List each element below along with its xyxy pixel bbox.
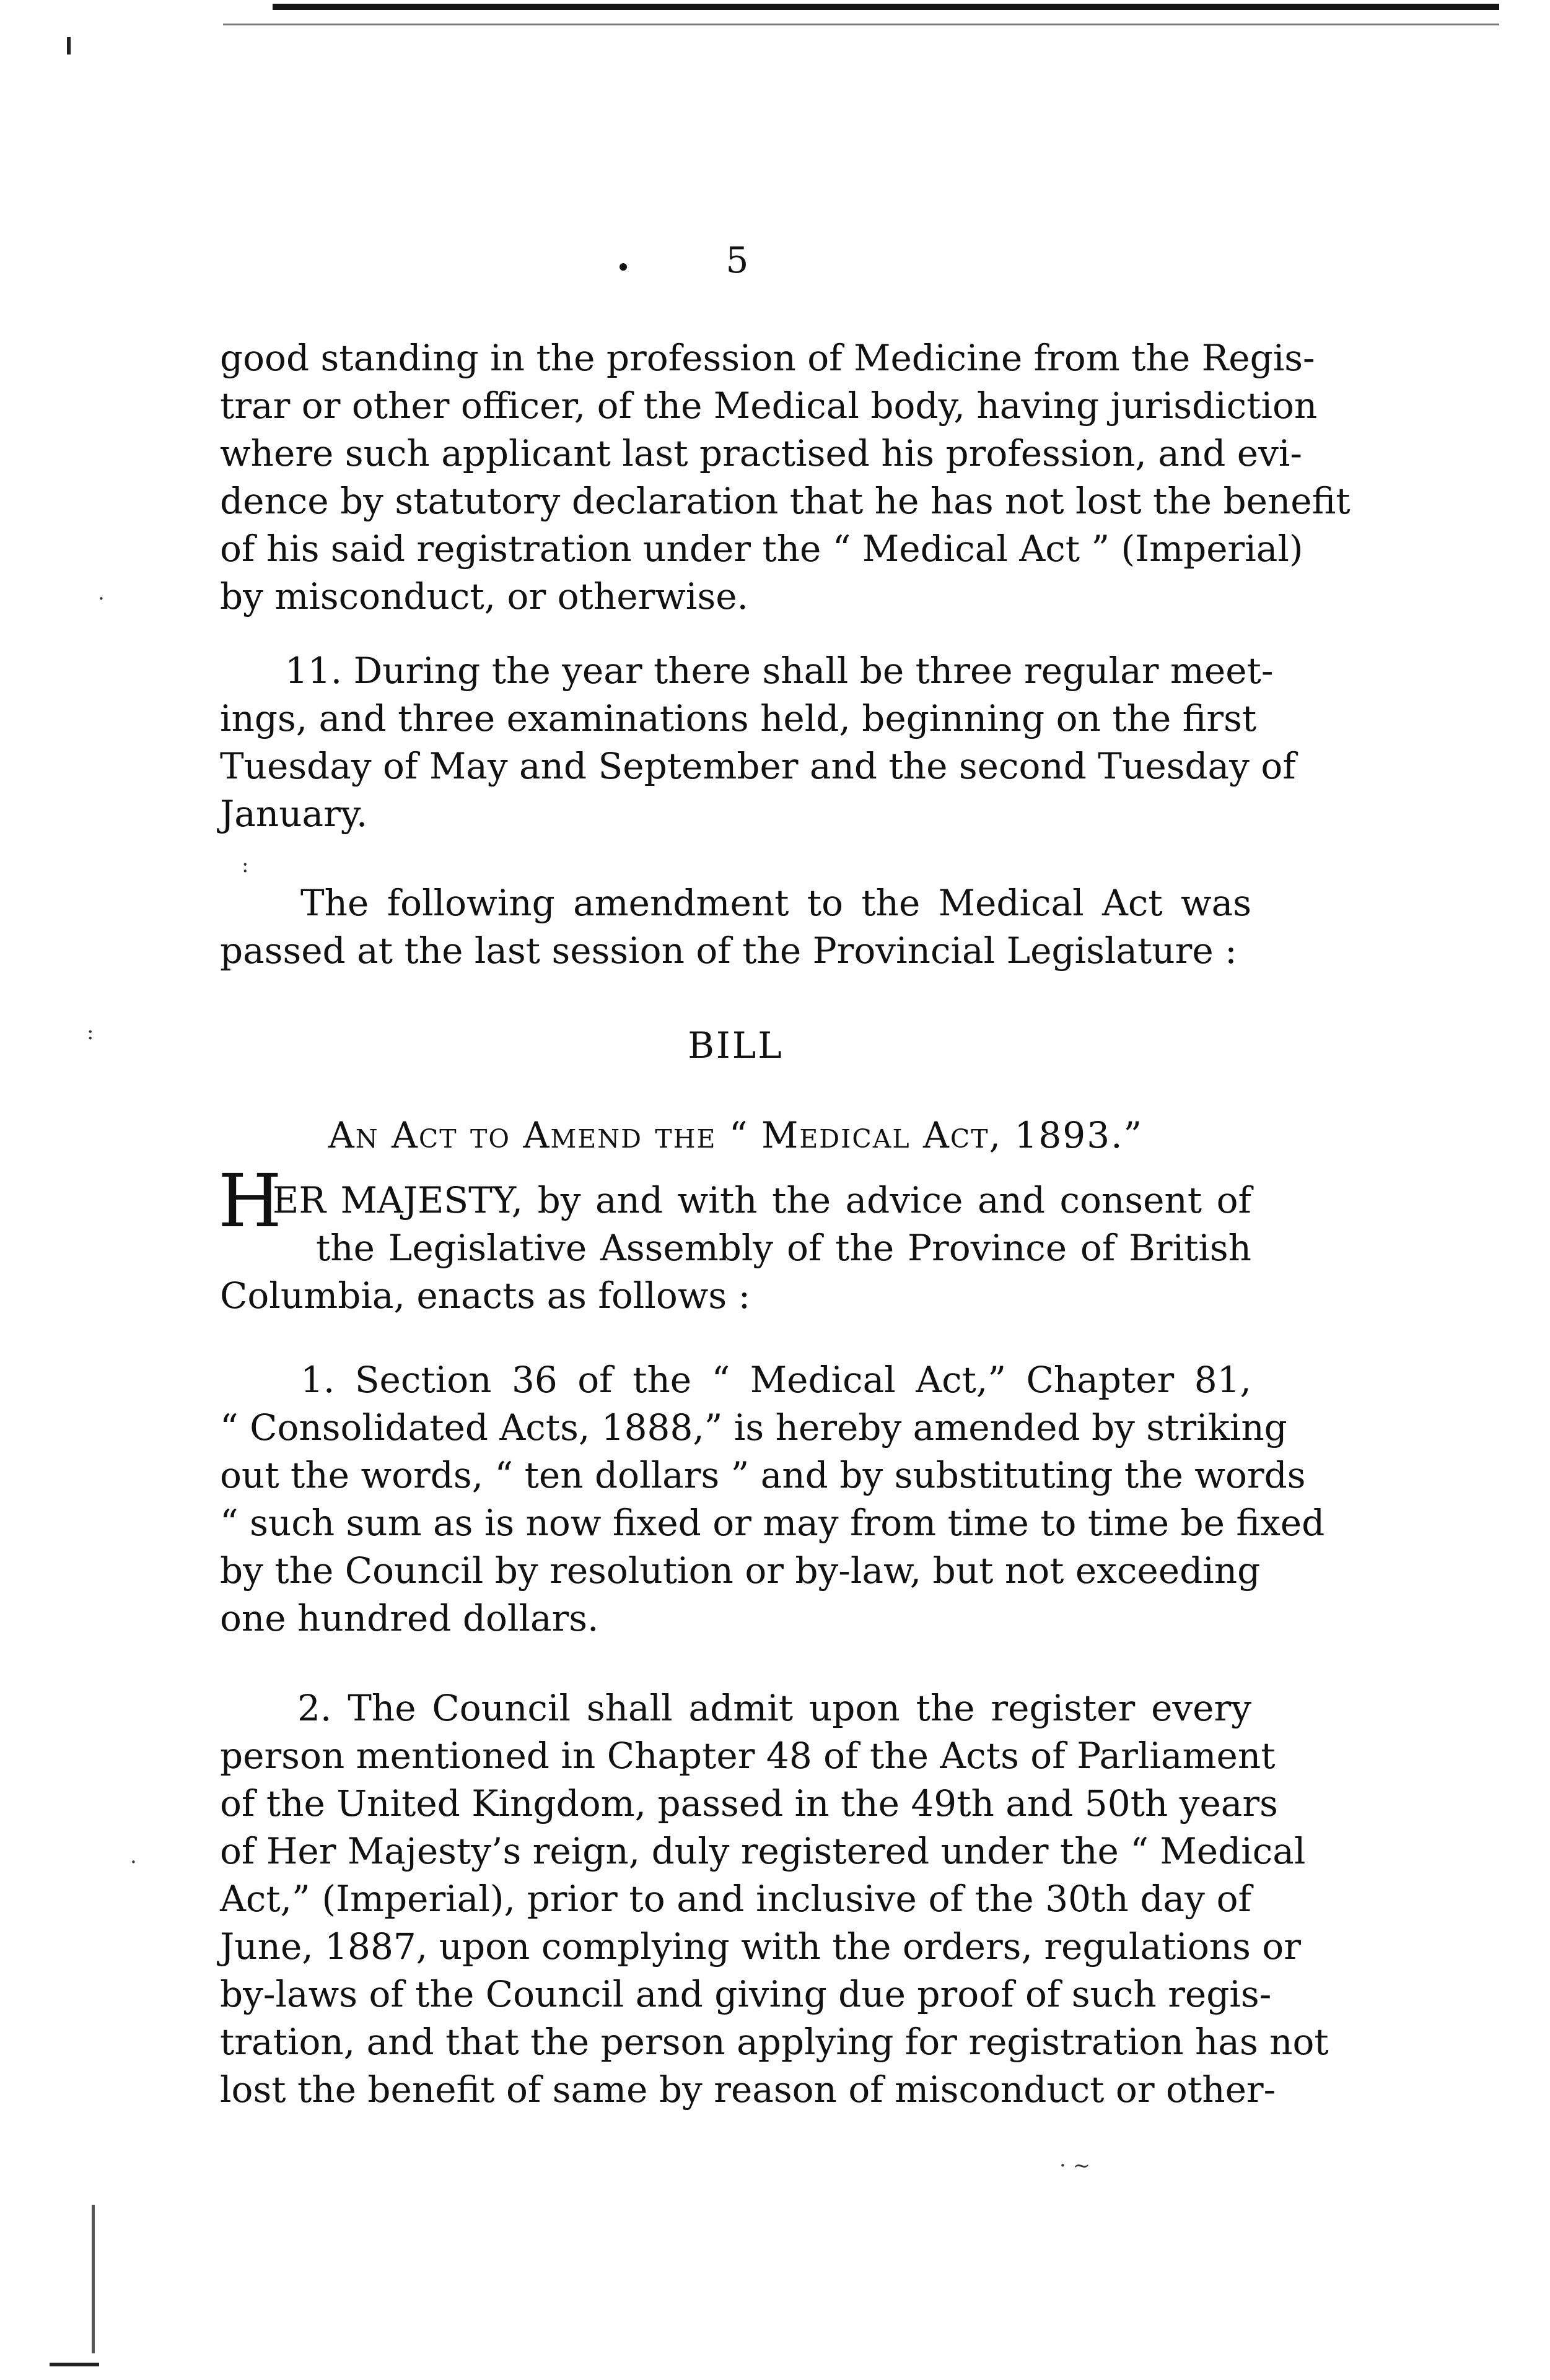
text-line: lost the benefit of same by reason of misconduct or other- <box>220 2068 1276 2111</box>
top-scan-line <box>223 24 1499 25</box>
text-line: by the Council by resolution or by-law, but not exceeding <box>220 1550 1261 1592</box>
text-line: of his said registration under the “ Medical Act ” (Imperial) <box>220 528 1303 570</box>
text-line: by-laws of the Council and giving due proof of such regis- <box>220 1973 1272 2015</box>
text-line: one hundred dollars. <box>220 1597 599 1639</box>
scan-speck: : <box>87 1020 94 1045</box>
text-line: of Her Majesty’s reign, duly registered under the “ Medical <box>220 1830 1306 1872</box>
top-scan-rule <box>273 4 1499 10</box>
margin-mark-top-left <box>67 37 71 54</box>
text-line: the Legislative Assembly of the Province of British <box>316 1227 1251 1269</box>
text-line: tration, and that the person applying for registration has not <box>220 2021 1329 2063</box>
text-line: passed at the last session of the Provincial Legislature : <box>220 930 1237 972</box>
text-line: Columbia, enacts as follows : <box>220 1275 751 1317</box>
text-line: out the words, “ ten dollars ” and by substituting the words <box>220 1454 1306 1496</box>
text-line: by misconduct, or otherwise. <box>220 575 748 617</box>
text-line: Act,” (Imperial), prior to and inclusive of the 30th day of <box>220 1878 1251 1920</box>
scan-speck: : <box>242 853 249 878</box>
margin-mark-bottom-left <box>92 2205 95 2353</box>
text-line: June, 1887, upon complying with the orders, regulations or <box>220 1925 1301 1968</box>
text-line: dence by statutory declaration that he has not lost the benefit <box>220 480 1351 522</box>
page-number-dot <box>620 263 627 271</box>
text-line: The following amendment to the Medical Act was <box>300 882 1251 924</box>
text-line: “ Consolidated Acts, 1888,” is hereby amended by striking <box>220 1406 1287 1449</box>
scan-speck: · <box>130 1850 137 1875</box>
text-line: of the United Kingdom, passed in the 49th and 50th years <box>220 1782 1278 1824</box>
text-line: person mentioned in Chapter 48 of the Acts of Parliament <box>220 1735 1276 1777</box>
bill-heading: BILL <box>688 1024 784 1066</box>
text-line: good standing in the profession of Medicine from the Regis- <box>220 337 1315 379</box>
page-number: 5 <box>725 239 749 281</box>
text-line: Tuesday of May and September and the second Tuesday of <box>220 745 1296 787</box>
act-title: An Act to Amend the “ Medical Act, 1893.” <box>328 1114 1144 1156</box>
drop-cap: H <box>218 1158 282 1244</box>
margin-mark-bottom-left-base <box>50 2363 99 2366</box>
scan-speck: · <box>98 586 105 611</box>
text-line: ings, and three examinations held, beginning on the first <box>220 697 1257 739</box>
text-line: 1. Section 36 of the “ Medical Act,” Chapter 81, <box>300 1359 1251 1401</box>
text-line: ER MAJESTY, by and with the advice and consent of <box>273 1179 1251 1221</box>
text-line: 2. The Council shall admit upon the register every <box>297 1687 1251 1729</box>
text-line: January. <box>220 793 368 835</box>
text-line: where such applicant last practised his profession, and evi- <box>220 432 1302 474</box>
text-line: 11. During the year there shall be three regular meet- <box>285 650 1274 692</box>
text-line: trar or other officer, of the Medical body, having jurisdiction <box>220 385 1318 427</box>
scan-speck: · ~ <box>1059 2153 1091 2178</box>
text-line: “ such sum as is now fixed or may from time to time be fixed <box>220 1502 1325 1544</box>
